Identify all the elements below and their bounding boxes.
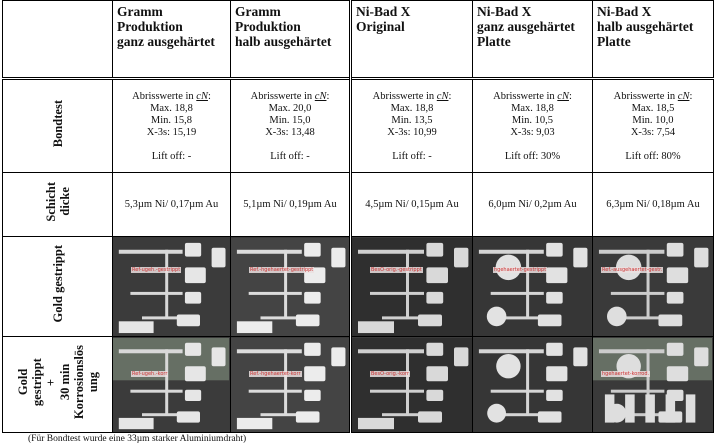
bond-max: Max. 18,8: [390, 103, 434, 114]
row-header-gold-gestrippt: Gold gestrippt: [3, 237, 113, 337]
bond-min: Min. 15,0: [269, 115, 311, 126]
gestrippt-photo: [352, 238, 472, 336]
gestrippt-photo: [231, 238, 349, 336]
korrosion-photo: [352, 338, 472, 432]
korrosion-photo-cell: [113, 337, 231, 433]
bond-min: Min. 10,5: [511, 115, 554, 126]
results-table: [2, 0, 714, 433]
bond-unit: cN: [677, 91, 690, 102]
gestrippt-photo: [113, 238, 229, 336]
korrosion-photo: [231, 338, 349, 432]
korrosion-photo-cell: [351, 337, 473, 433]
bond-unit: cN: [557, 91, 569, 102]
bond-label-suffix: :: [326, 91, 330, 102]
bond-unit: cN: [314, 91, 327, 102]
bondtest-cell: [231, 79, 351, 173]
korrosion-photo-cell: [593, 337, 714, 433]
footnote: (Für Bondtest wurde eine 33µm starker Aluminiumdraht): [28, 434, 247, 444]
schichtdicke-value: 5,1µm Ni/ 0,19µm Au: [243, 199, 337, 210]
schichtdicke-cell: [231, 173, 351, 237]
schichtdicke-value: 6,3µm Ni/ 0,18µm Au: [606, 199, 700, 210]
bond-max: Max. 18,8: [511, 103, 554, 114]
bondtest-cell: [113, 79, 231, 173]
korrosion-photo: [473, 338, 591, 432]
photo-label: Ref.-hgehaertet-gestrippt: [250, 267, 314, 273]
bond-label-suffix: :: [448, 91, 452, 102]
photo-label: Ref-ugeh.-gestrippt: [132, 267, 181, 273]
bond-x3s: X-3s: 7,54: [630, 127, 676, 138]
bond-unit: cN: [196, 91, 208, 102]
korrosion-photo: [593, 338, 712, 432]
bond-max: Max. 18,5: [631, 103, 675, 114]
bondtest-cell: [473, 79, 593, 173]
corner-cell: [3, 1, 113, 79]
bond-label-suffix: :: [568, 91, 572, 102]
bond-max: Max. 18,8: [150, 103, 193, 114]
bond-label-prefix: Abrisswerte in: [132, 91, 197, 102]
photo-label: hgehaertet-gestrippt: [494, 267, 547, 273]
bond-min: Min. 10,0: [632, 115, 674, 126]
bond-label-prefix: Abrisswerte in: [493, 91, 558, 102]
bond-label-suffix: :: [207, 91, 211, 102]
photo-label: Ref-ugeh.-korr: [132, 371, 168, 377]
bond-label-prefix: Abrisswerte in: [250, 91, 315, 102]
korrosion-photo-cell: [473, 337, 593, 433]
bond-max: Max. 20,0: [268, 103, 312, 114]
row-header-schichtdicke: Schicht dicke: [3, 173, 113, 237]
lift-off-value: Lift off: -: [270, 151, 310, 162]
bond-x3s: X-3s: 13,48: [265, 127, 315, 138]
bondtest-cell: [351, 79, 473, 173]
gestrippt-photo-cell: [351, 237, 473, 337]
photo-label: Ref.-ausgehaertet-gestr.: [602, 267, 663, 273]
photo-label: Ref.-hgehaertet-korr: [250, 371, 301, 377]
bond-label-suffix: :: [689, 91, 693, 102]
col-header-2: Gramm Produktion halb ausgehärtet: [231, 1, 351, 79]
schichtdicke-cell: [473, 173, 593, 237]
schichtdicke-value: 4,5µm Ni/ 0,15µm Au: [365, 199, 459, 210]
col-header-1: Gramm Produktion ganz ausgehärtet: [113, 1, 231, 79]
bond-min: Min. 13,5: [391, 115, 433, 126]
gestrippt-photo-cell: [231, 237, 351, 337]
bond-x3s: X-3s: 15,19: [146, 127, 197, 138]
korrosion-photo-cell: [231, 337, 351, 433]
schichtdicke-value: 5,3µm Ni/ 0,17µm Au: [124, 199, 219, 210]
photo-label: hgehaertet-korrod.: [602, 371, 650, 377]
photo-label: BesO-orig.-gestrippt: [371, 267, 422, 273]
photo-label: BesO-orig.-korr: [371, 371, 409, 377]
gestrippt-photo-cell: [473, 237, 593, 337]
lift-off-value: Lift off: -: [392, 151, 432, 162]
lift-off-value: Lift off: 80%: [625, 151, 681, 162]
schichtdicke-cell: [351, 173, 473, 237]
bond-label-prefix: Abrisswerte in: [372, 91, 437, 102]
schichtdicke-cell: [593, 173, 714, 237]
gestrippt-photo: [473, 238, 591, 336]
col-header-5: Ni-Bad X halb ausgehärtet Platte: [593, 1, 714, 79]
row-header-korrosion: Gold gestrippt + 30 min Korrosionslös ung: [3, 337, 113, 433]
col-header-4: Ni-Bad X ganz ausgehärtet Platte: [473, 1, 593, 79]
schichtdicke-value: 6,0µm Ni/ 0,2µm Au: [488, 199, 577, 210]
gestrippt-photo-cell: [113, 237, 231, 337]
col-header-3: Ni-Bad X Original: [351, 1, 473, 79]
bond-label-prefix: Abrisswerte in: [613, 91, 678, 102]
bondtest-cell: [593, 79, 714, 173]
lift-off-value: Lift off: 30%: [504, 151, 561, 162]
bond-min: Min. 15,8: [150, 115, 193, 126]
bond-x3s: X-3s: 9,03: [510, 127, 555, 138]
bond-unit: cN: [436, 91, 449, 102]
schichtdicke-cell: [113, 173, 231, 237]
gestrippt-photo-cell: [593, 237, 714, 337]
lift-off-value: Lift off: -: [151, 151, 192, 162]
gestrippt-photo: [593, 238, 712, 336]
korrosion-photo: [113, 338, 229, 432]
bond-x3s: X-3s: 10,99: [387, 127, 437, 138]
row-header-bondtest: Bondtest: [3, 79, 113, 173]
